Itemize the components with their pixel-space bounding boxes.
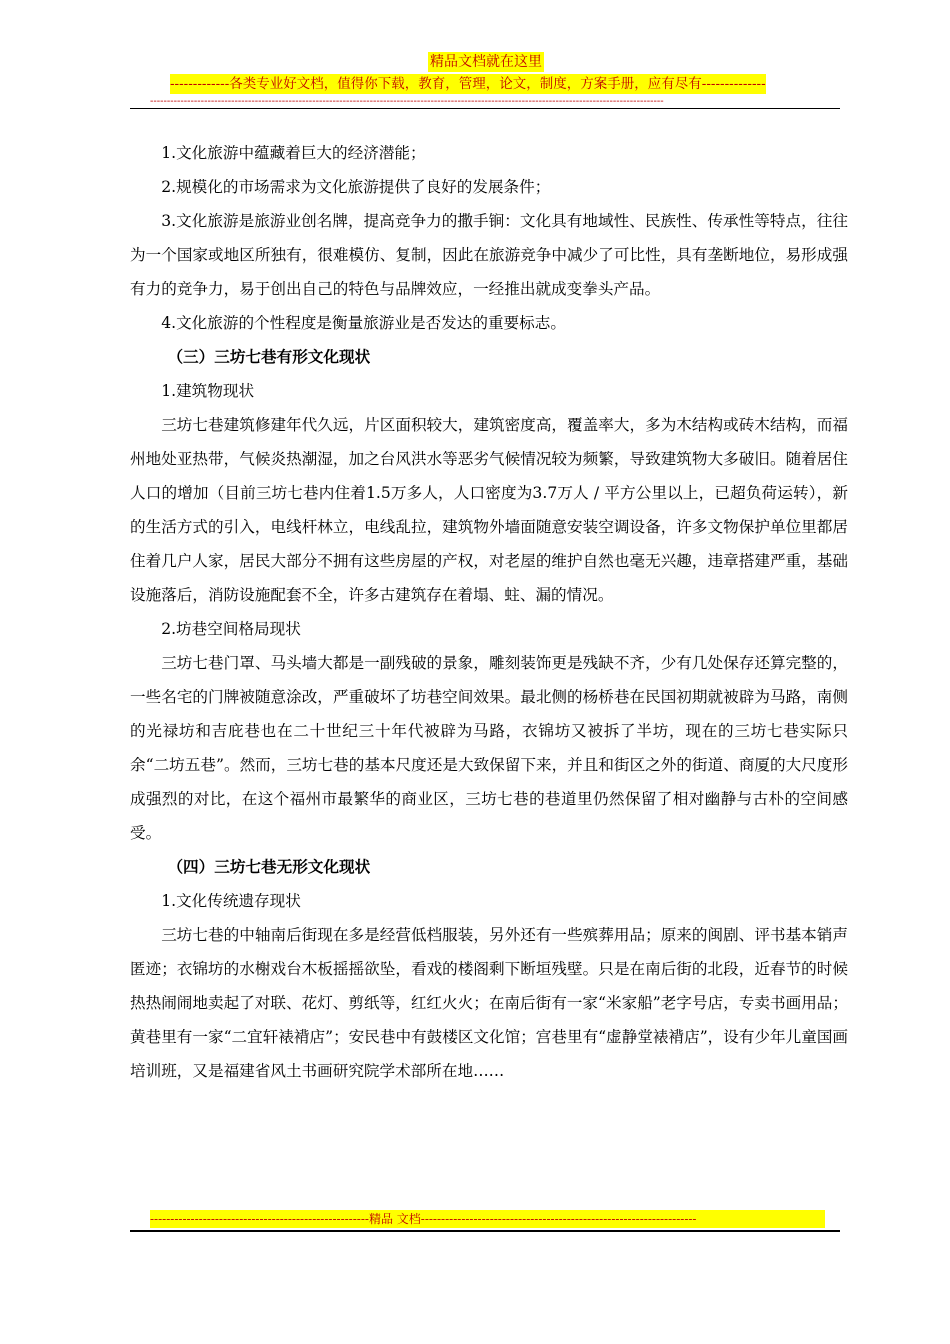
paragraph-3: 3.文化旅游是旅游业创名牌，提高竞争力的撒手锏：文化具有地域性、民族性、传承性等特点，往往为一个国家或地区所独有，很难模仿、复制，因此在旅游竞争中减少了可比性，具有垄断地位，易形成强有力的竞争力，易于创出自己的特色与品牌效应，一经推出就成变拳头产品。: [130, 212, 848, 298]
document-body: [130, 136, 848, 1088]
paragraph-cultural-tradition: 三坊七巷的中轴南后街现在多是经营低档服装，另外还有一些殡葬用品；原来的闽剧、评书基本销声匿迹；衣锦坊的水榭戏台木板摇摇欲坠，看戏的楼阁剩下断垣残壁。只是在南后街的北段，近春节的时候热热闹闹地卖起了对联、花灯、剪纸等，红红火火；在南后街有一家“米家船”老字号店，专卖书画用品；黄巷里有一家“二宜轩裱褙店”；安民巷中有鼓楼区文化馆；宫巷里有“虚静堂裱褙店”，设有少年儿童国画培训班，又是福建省风土书画研究院学术部所在地……: [130, 926, 849, 1080]
header-slogan: -------------各类专业好文档，值得你下载，教育，管理，论文，制度，方案手册，应有尽有--------------: [170, 76, 766, 92]
header-rule: [130, 108, 840, 109]
paragraph-buildings: 三坊七巷建筑修建年代久远，片区面积较大，建筑密度高，覆盖率大，多为木结构或砖木结构，而福州地处亚热带，气候炎热潮湿，加之台风洪水等恶劣气候情况较为频繁，导致建筑物大多破旧。随着居住人口的增加（目前三坊七巷内住着1.5万多人，人口密度为3.7万人 / 平方公里以上，已超负荷运转），新的生活方式的引入，电线杆林立，电线乱拉，建筑物外墙面随意安装空调设备，许多文物保护单位里都居住着几户人家，居民大部分不拥有这些房屋的产权，对老屋的维护自然也毫无兴趣，违章搭建严重，基础设施落后，消防设施配套不全，许多古建筑存在着塌、蛀、漏的情况。: [130, 416, 848, 604]
footer-bar: ------------------------------------------------------精品 文档--------------------------------------------------------------------: [150, 1210, 825, 1228]
subheading-spatial-layout: 2.坊巷空间格局现状: [161, 620, 301, 638]
paragraph-4: 4.文化旅游的个性程度是衡量旅游业是否发达的重要标志。: [161, 314, 566, 332]
paragraph-2: 2.规模化的市场需求为文化旅游提供了良好的发展条件；: [161, 178, 551, 196]
footer-rule: [130, 1230, 840, 1232]
paragraph-spatial-layout: 三坊七巷门罩、马头墙大都是一副残破的景象，雕刻装饰更是残缺不齐，少有几处保存还算完整的，一些名宅的门牌被随意涂改，严重破坏了坊巷空间效果。最北侧的杨桥巷在民国初期就被辟为马路，南侧的光禄坊和吉庇巷也在二十世纪三十年代被辟为马路，衣锦坊又被拆了半坊，现在的三坊七巷实际只余“二坊五巷”。然而，三坊七巷的基本尺度还是大致保留下来，并且和街区之外的街道、商厦的大尺度形成强烈的对比，在这个福州市最繁华的商业区，三坊七巷的巷道里仍然保留了相对幽静与古朴的空间感受。: [130, 654, 848, 842]
header-dashed-line: --------------------------------------------------------------------------------------------------------------------------------------------------------: [150, 96, 664, 107]
section-heading-3: （三）三坊七巷有形文化现状: [167, 347, 371, 366]
paragraph-1: 1.文化旅游中蕴藏着巨大的经济潜能；: [161, 144, 426, 162]
section-heading-4: （四）三坊七巷无形文化现状: [167, 857, 371, 876]
header-title: 精品文档就在这里: [430, 54, 542, 70]
subheading-buildings: 1.建筑物现状: [161, 382, 255, 400]
subheading-cultural-tradition: 1.文化传统遗存现状: [161, 892, 301, 910]
